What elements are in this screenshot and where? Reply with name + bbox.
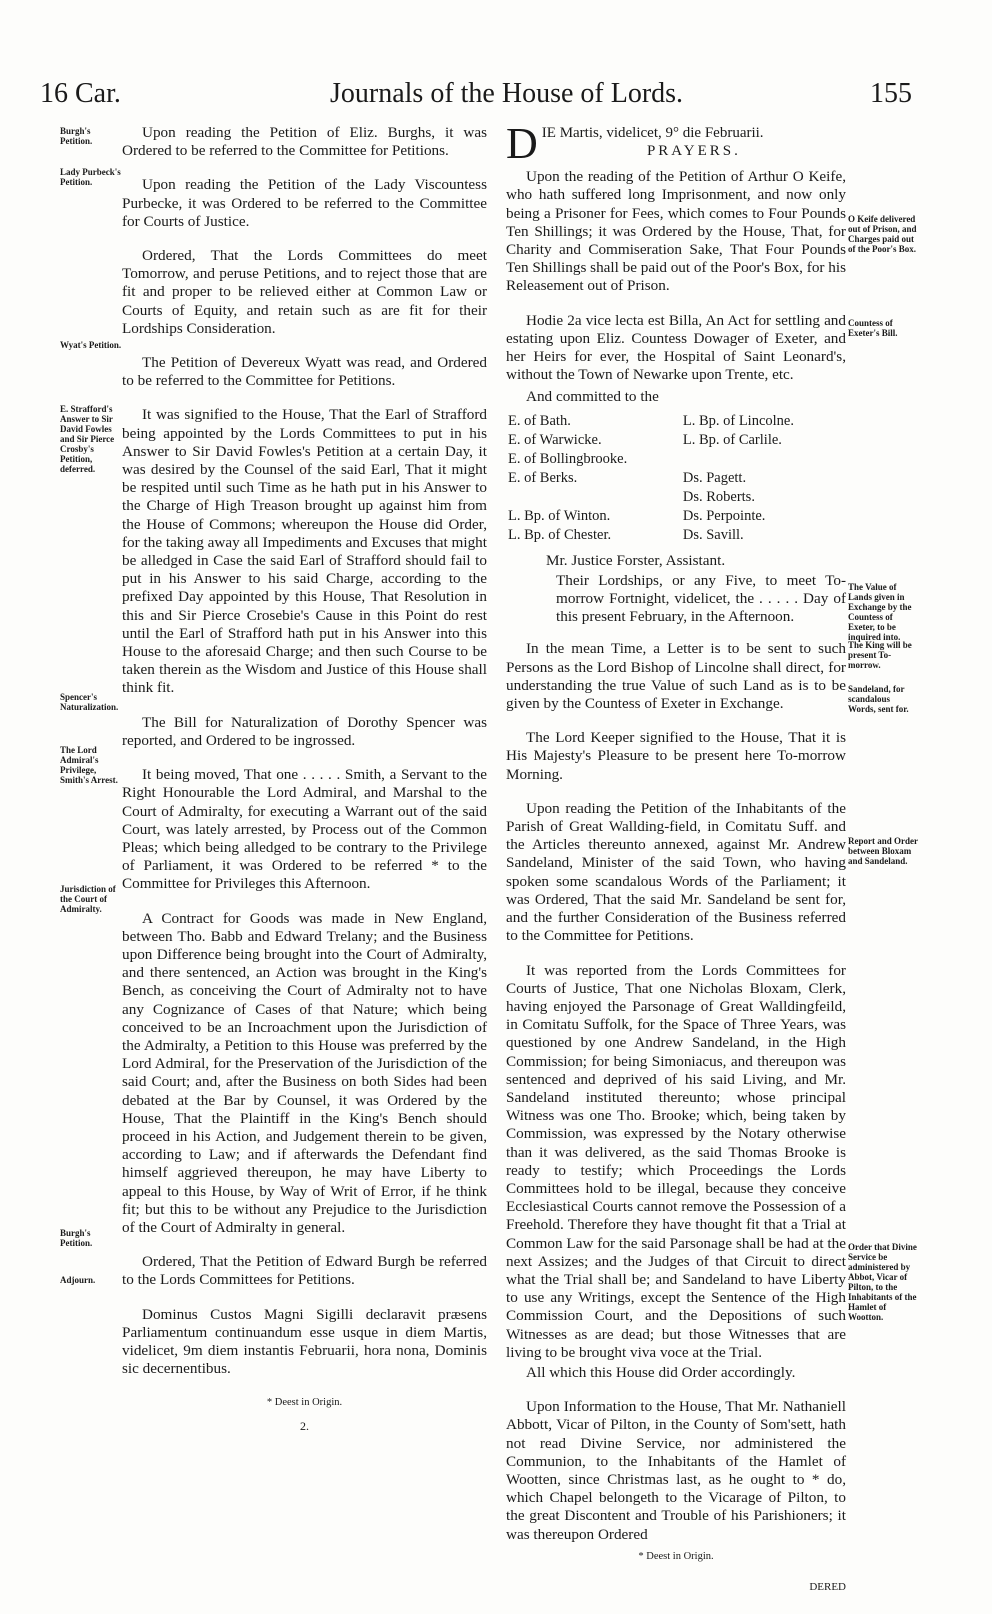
body-paragraph: Hodie 2a vice lecta est Billa, An Act for settling and estating upon Eliz. Countess Dowager of Exeter, and her Heirs for ever, the Hospital of Saint Leonard's, without the Town of Newarke upon Trente, etc. [506, 311, 846, 384]
body-paragraph: Upon reading the Petition of the Lady Viscountess Purbecke, it was Ordered to be referred to the Committee for Courts of Justice. [122, 176, 487, 230]
margin-note: Burgh's Petition. [60, 1228, 93, 1248]
body-paragraph: Upon reading the Petition of Eliz. Burghs, it was Ordered to be referred to the Committee for Petitions. [122, 124, 487, 160]
margin-note: O Keife delivered out of Prison, and Charges paid out of the Poor's Box. [848, 214, 917, 254]
committee-member: E. of Bath. [508, 412, 571, 429]
drop-cap: D [506, 119, 538, 168]
committee-member: L. Bp. of Lincolne. [682, 412, 794, 429]
committee-member: E. of Warwicke. [508, 431, 602, 448]
margin-note: Jurisdiction of the Court of Admiralty. [60, 884, 116, 914]
margin-note: Wyat's Petition. [60, 340, 122, 350]
body-paragraph: Dominus Custos Magni Sigilli declaravit præsens Parliamentum continuandum esse usque in diem Martis, videlicet, 9m diem instantis Februarii, hora nona, Dominis sic decernentibus. [122, 1305, 487, 1378]
right-column [506, 119, 846, 1596]
page-number: 155 [870, 78, 912, 109]
prayers-heading: PRAYERS. [646, 143, 741, 159]
committee-member: L. Bp. of Chester. [508, 526, 612, 543]
body-paragraph: Upon reading the Petition of the Inhabitants of the Parish of Great Wallding-field, in Comitatu Suff. and the Articles thereunto annexed, against Mr. Andrew Sandeland, Minister of the said Town, who having spoken some scandalous Words of the Parliament; it was Ordered, That the said Mr. Sandeland be sent for, and the further Consideration of the Business referred to the Committee for Petitions. [506, 799, 846, 945]
margin-note: Adjourn. [60, 1275, 96, 1285]
body-paragraph: The Bill for Naturalization of Dorothy Spencer was reported, and Ordered to be ingrossed. [122, 713, 487, 749]
committee-member [683, 451, 844, 468]
footnote: * Deest in Origin. [638, 1550, 714, 1562]
committee-member: E. of Bollingbrooke. [508, 450, 628, 467]
margin-note: E. Strafford's Answer to Sir David Fowles and Sir Pierce Crosby's Petition, deferred. [60, 404, 115, 474]
sitting-date: IE Martis, videlicet, 9° die Februarii. [541, 125, 764, 141]
margin-note: Sandeland, for scandalous Words, sent for. [848, 684, 909, 714]
body-paragraph: Upon the reading of the Petition of Arthur O Keife, who hath suffered long Imprisonment, and now only being a Prisoner for Fees, which comes to Four Pounds Ten Shillings; it was Ordered by the House, That, for Charity and Commiseration Sake, That Four Pounds Ten Shillings shall be paid out of the Poor's Box, for his Releasement out of Prison. [506, 168, 846, 295]
margin-note: The Value of Lands given in Exchange by the Countess of Exeter, to be inquired into. [848, 582, 912, 642]
regnal-year: 16 Car. [40, 78, 121, 109]
margin-note: The King will be present To-morrow. [848, 640, 912, 670]
margin-note: Burgh's Petition. [60, 126, 93, 146]
body-paragraph: Ordered, That the Petition of Edward Burgh be referred to the Lords Committees for Petitions. [122, 1253, 487, 1289]
catchword: DERED [809, 1581, 846, 1593]
committee-member: L. Bp. of Carlile. [682, 431, 782, 448]
body-paragraph: In the mean Time, a Letter is to be sent to such Persons as the Lord Bishop of Lincolne shall direct, for understanding the true Value of such Land as is to be given by the Countess of Exeter in Exchange. [506, 640, 846, 713]
body-paragraph: It was signified to the House, That the Earl of Strafford being appointed by the Lords Committees to put in his Answer to Sir David Fowles's Petition at a certain Day, it was desired by the Counsel of the said Earl, That it might be respited until such Time as he hath put in his Answer to the Charge of High Treason brought up against him from the House of Commons; whereupon the House did Order, for the taking away all Impediments and Excuses that might be alledged in Case the said Earl of Strafford should fail to put in his Answer to his said Charge, according to the prefixed Day appointed by this House, That Resolution in this and Sir Pierce Crosebie's Cause in this Point do rest until the Earl of Strafford hath put in his Answer into this House to the aforesaid Charge; and then such Course to be taken therein as the Wisdom and Justice of this House shall think fit. [122, 406, 487, 697]
footnote: * Deest in Origin. [266, 1397, 343, 1409]
body-paragraph: Upon Information to the House, That Mr. Nathaniell Abbott, Vicar of Pilton, in the County of Som'sett, hath not read Divine Service, nor administered the Communion, to the Inhabitants of the Hamlet of Wootten, since Christmas last, as he ought to * do, which Chapel belongeth to the Vicarage of Pilton, to the great Discontent and Trouble of his Parishioners; it was thereupon Ordered [506, 1398, 846, 1543]
committee-member: Ds. Perpointe. [682, 507, 766, 524]
committee-member: E. of Berks. [508, 469, 578, 486]
meeting-line: Their Lordships, or any Five, to meet To-morrow Fortnight, videlicet, the . . . . . Day of this present February, in the Afternoon. [556, 571, 846, 626]
body-paragraph: All which this House did Order accordingly. [526, 1363, 796, 1381]
body-paragraph: Ordered, That the Lords Committees do meet Tomorrow, and peruse Petitions, and to reject those that are fit and proper to be relieved either at Common Law or Courts of Equity, and retain such as are fit for their Lordships Consideration. [122, 247, 487, 337]
body-paragraph: The Lord Keeper signified to the House, That it is His Majesty's Pleasure to be present here To-morrow Morning. [506, 729, 846, 783]
committee-member [508, 489, 681, 506]
margin-note: Countess of Exeter's Bill. [848, 318, 898, 338]
assistant-line: Mr. Justice Forster, Assistant. [546, 551, 726, 569]
margin-note: Order that Divine Service be administered by Abbot, Vicar of Pilton, to the Inhabitants of the Hamlet of Wootton. [848, 1242, 917, 1322]
committee-member: Ds. Pagett. [682, 469, 747, 486]
body-paragraph: The Petition of Devereux Wyatt was read, and Ordered to be referred to the Committee for Petitions. [122, 354, 487, 390]
committee-member: Ds. Roberts. [682, 488, 755, 505]
margin-note: Spencer's Naturalization. [60, 692, 119, 712]
committee-member: Ds. Savill. [682, 526, 744, 543]
committee-member: L. Bp. of Winton. [508, 507, 611, 524]
signature-mark: 2. [300, 1418, 309, 1433]
page-header [0, 78, 992, 118]
body-paragraph: It being moved, That one . . . . . Smith, a Servant to the Right Honourable the Lord Admiral, and Marshal to the Court of Admiralty, for executing a Warrant out of the said Court, was lately arrested, by Process out of the Common Pleas; which being alledged to be contrary to the Privilege of Parliament, it was Ordered to be referred * to the Committee for Privileges this Afternoon. [122, 766, 487, 893]
margin-note: Lady Purbeck's Petition. [60, 167, 121, 187]
body-paragraph: It was reported from the Lords Committees for Courts of Justice, That one Nicholas Bloxam, Clerk, having enjoyed the Parsonage of Great Walldingfeild, in Comitatu Suffolk, for the Space of Three Years, was questioned by one Andrew Sandeland, in the High Commission; for being Simoniacus, and thereupon was sentenced and deprived of his said Living, and Mr. Sandeland instituted thereunto; whose principal Witness was one Tho. Brooke; which, being taken by Commission, was expressed by the Notary otherwise than it was delivered, as the said Thomas Brooke is ready to testify; which Proceedings the Lords Committees hold to be illegal, because they conceive Ecclesiastical Courts cannot remove the Possession of a Freehold. Therefore they have thought fit that a Trial at Common Law for the said Parsonage shall be had at the next Assizes; and the Judges of that Circuit to direct what the Trial shall be; and Sandeland to have Liberty to use any Writings, except the Sentence of the High Commission Court, and the Depositions of such Witnesses as are dead; but those Witnesses that are living to be brought viva voce at the Trial. [506, 961, 846, 1361]
margin-note: The Lord Admiral's Privilege, Smith's Arrest. [60, 745, 118, 785]
committed-line: And committed to the [526, 388, 659, 406]
committee-list [506, 411, 846, 546]
body-paragraph: A Contract for Goods was made in New England, between Tho. Babb and Edward Trelany; and the Business upon Difference being brought into the Court of Admiralty, and there sentenced, an Action was brought in the King's Bench, as conceiving the Court of Admiralty not to have any Cognizance of Cases of that Nature; which being conceived to be an Incroachment upon the Jurisdiction of the Admiralty, a Petition to this House was preferred by the Lord Admiral, for the Preservation of the Jurisdiction of the said Court; and, after the Business on both Sides had been debated at the Bar by Counsel, it was Ordered by the House, That the Plaintiff in the King's Bench should proceed in his Action, and Judgement therein to be given, according to Law; and if afterwards the Defendant find himself aggrieved thereupon, he may have Liberty to appeal to this House, by Way of Writ of Error, if he think fit; but this to be without any Prejudice to the Jurisdiction of the Court of Admiralty in general. [122, 909, 487, 1236]
journal-title: Journals of the House of Lords. [330, 78, 684, 109]
left-column [122, 124, 487, 1435]
margin-note: Report and Order between Bloxam and Sandeland. [848, 836, 918, 866]
